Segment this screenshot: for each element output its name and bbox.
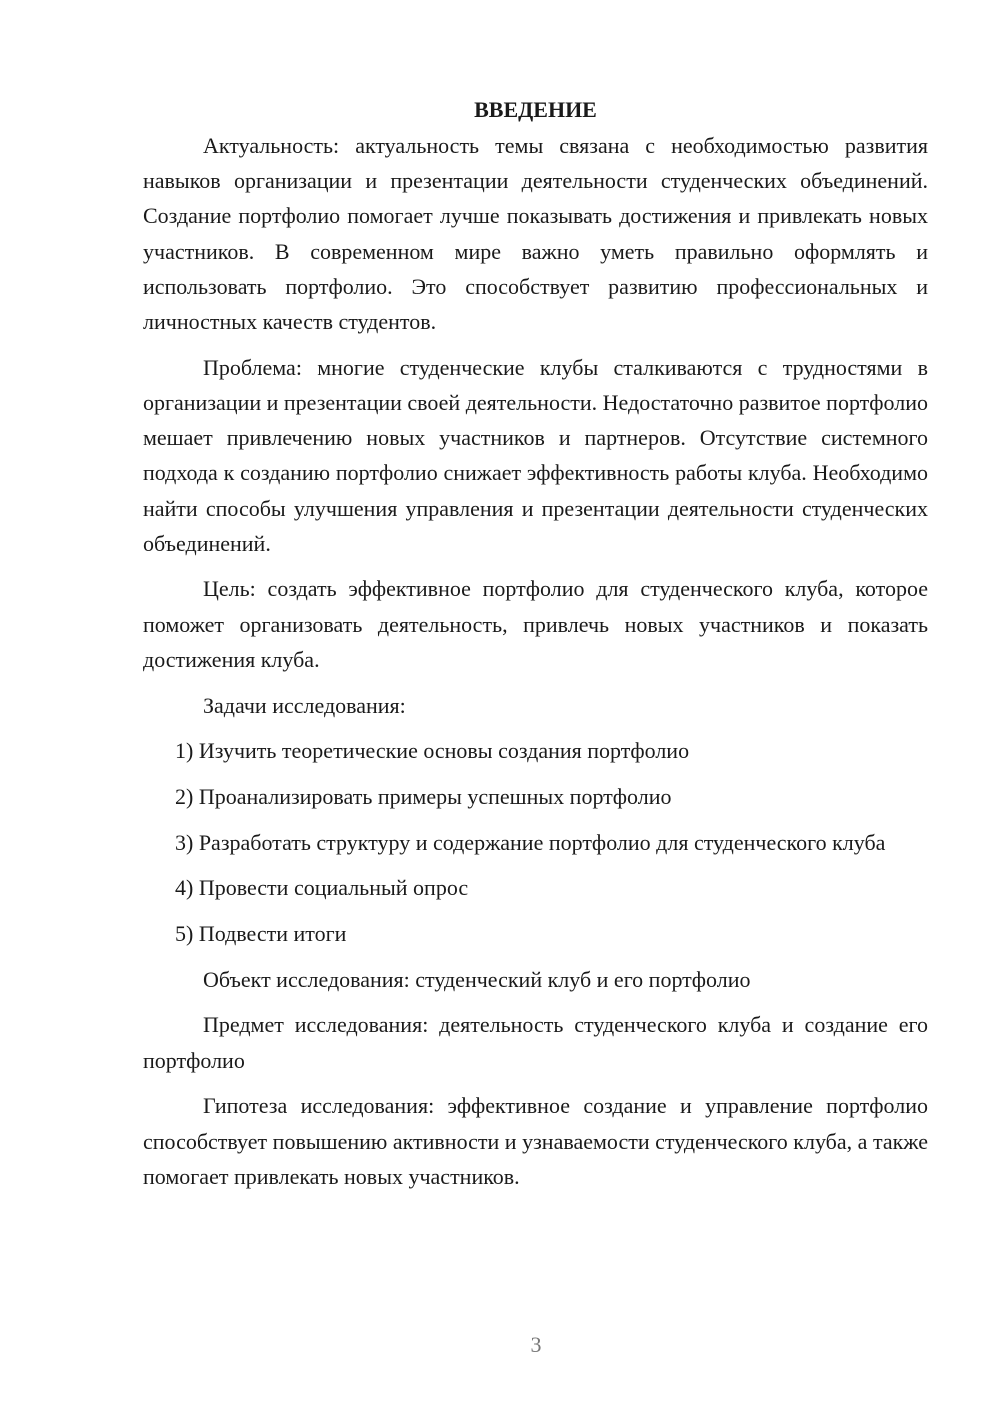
task-item: 2) Проанализировать примеры успешных портфолио <box>175 783 672 809</box>
relevance-paragraph: Актуальность: актуальность темы связана с необходимостью развития навыков организации и презентации деятельности студенческих объединений. Создание портфолио помогает лучше показывать достижения и привлекать новых участников. В современном мире важно уметь правильно оформлять и использовать портфолио. Это способствует развитию профессиональных и личностных качеств студентов. <box>143 133 928 335</box>
subject-paragraph: Предмет исследования: деятельность студенческого клуба и создание его портфолио <box>143 1012 928 1073</box>
document-page <box>143 92 928 1204</box>
task-item: 5) Подвести итоги <box>175 921 347 947</box>
page-number: 3 <box>530 1332 542 1357</box>
hypothesis-paragraph: Гипотеза исследования: эффективное создание и управление портфолио способствует повышению активности и узнаваемости студенческого клуба, а также помогает привлекать новых участников. <box>143 1093 928 1189</box>
task-item: 4) Провести социальный опрос <box>175 875 469 901</box>
object-paragraph: Объект исследования: студенческий клуб и его портфолио <box>203 966 751 992</box>
tasks-heading: Задачи исследования: <box>203 692 406 718</box>
section-title: ВВЕДЕНИЕ <box>474 97 597 122</box>
task-item: 3) Разработать структуру и содержание портфолио для студенческого клуба <box>175 829 886 855</box>
problem-paragraph: Проблема: многие студенческие клубы сталкиваются с трудностями в организации и презентации своей деятельности. Недостаточно развитое портфолио мешает привлечению новых участников и партнеров. Отсутствие системного подхода к созданию портфолио снижает эффективность работы клуба. Необходимо найти способы улучшения управления и презентации деятельности студенческих объединений. <box>143 354 928 556</box>
task-item: 1) Изучить теоретические основы создания портфолио <box>175 738 690 764</box>
goal-paragraph: Цель: создать эффективное портфолио для студенческого клуба, которое поможет организовать деятельность, привлечь новых участников и показать достижения клуба. <box>143 576 928 672</box>
